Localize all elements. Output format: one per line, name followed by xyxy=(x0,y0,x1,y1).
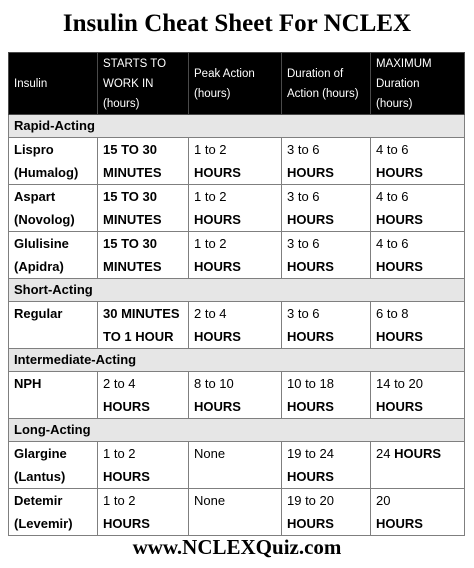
insulin-name-cell xyxy=(9,138,98,185)
cell-line xyxy=(376,465,459,488)
cell-line: 4 to 6 xyxy=(376,189,409,204)
table-body xyxy=(9,115,465,536)
cell-line: 6 to 8 xyxy=(376,306,409,321)
cell-line: 1 to 2 xyxy=(194,142,227,157)
cell-line: Aspart xyxy=(14,189,56,204)
cell-line: 1 to 2 xyxy=(194,189,227,204)
cell-line: 14 to 20 xyxy=(376,376,423,391)
cell-line: 15 TO 30 xyxy=(103,142,157,157)
table-cell xyxy=(189,185,282,232)
table-cell xyxy=(282,372,371,419)
cell-line: None xyxy=(194,446,226,461)
table-cell xyxy=(98,185,189,232)
cell-line: 4 to 6 xyxy=(376,236,409,251)
cell-line xyxy=(14,395,92,418)
cell-line: HOURS xyxy=(194,212,241,227)
table-cell xyxy=(189,302,282,349)
page-title: Insulin Cheat Sheet For NCLEX xyxy=(62,10,412,37)
cell-line: Lispro xyxy=(14,142,54,157)
cell-line: (Apidra) xyxy=(14,259,64,274)
section-row xyxy=(9,279,465,302)
insulin-name-cell xyxy=(9,442,98,489)
cell-line: (Novolog) xyxy=(14,212,75,227)
cell-line: HOURS xyxy=(376,329,423,344)
insulin-name-cell xyxy=(9,372,98,419)
header-maximum-duration xyxy=(371,53,465,115)
cell-line: 1 to 2 xyxy=(103,446,136,461)
cell-line: HOURS xyxy=(287,212,334,227)
insulin-name-cell xyxy=(9,232,98,279)
cell-line: MINUTES xyxy=(103,212,162,227)
section-heading: Short-Acting xyxy=(9,279,465,302)
header-row xyxy=(9,53,465,115)
cell-line: 1 to 2 xyxy=(194,236,227,251)
cell-line: HOURS xyxy=(376,259,423,274)
cell-line xyxy=(194,512,276,535)
cell-line: Detemir xyxy=(14,493,63,508)
table-cell xyxy=(282,232,371,279)
header-line: MAXIMUM xyxy=(376,57,432,70)
cell-line: 19 to 20 xyxy=(287,493,334,508)
table-cell xyxy=(282,185,371,232)
cell-line: 10 to 18 xyxy=(287,376,334,391)
cell-line: HOURS xyxy=(194,259,241,274)
cell-line: 8 to 10 xyxy=(194,376,234,391)
table-cell xyxy=(98,489,189,536)
cell-line: HOURS xyxy=(287,165,334,180)
cell-line: HOURS xyxy=(103,399,150,414)
cell-line: 3 to 6 xyxy=(287,306,320,321)
header-line: Peak Action xyxy=(194,67,255,80)
table-cell xyxy=(98,302,189,349)
footer-url: www.NCLEXQuiz.com xyxy=(132,535,342,559)
cell-line: (Humalog) xyxy=(14,165,79,180)
cell-line: HOURS xyxy=(194,399,241,414)
header-line: (hours) xyxy=(376,97,413,110)
insulin-name-cell xyxy=(9,489,98,536)
table-row xyxy=(9,232,465,279)
cell-line: HOURS xyxy=(376,165,423,180)
cell-line: 1 to 2 xyxy=(103,493,136,508)
cell-line: HOURS xyxy=(376,212,423,227)
cell-line: HOURS xyxy=(287,516,334,531)
table-cell xyxy=(371,442,465,489)
header-insulin xyxy=(9,53,98,115)
cell-line: 19 to 24 xyxy=(287,446,334,461)
unit-text: HOURS xyxy=(394,446,442,461)
cell-line: HOURS xyxy=(194,329,241,344)
header-line: (hours) xyxy=(103,97,140,110)
cell-line: MINUTES xyxy=(103,259,162,274)
cell-line: HOURS xyxy=(287,399,334,414)
table-row xyxy=(9,138,465,185)
table-cell xyxy=(371,232,465,279)
table-cell xyxy=(98,442,189,489)
cell-line: 2 to 4 xyxy=(194,306,227,321)
cell-line: HOURS xyxy=(376,516,423,531)
table-row xyxy=(9,489,465,536)
cell-line: MINUTES xyxy=(103,165,162,180)
cell-line: 2 to 4 xyxy=(103,376,136,391)
header-duration-of-action xyxy=(282,53,371,115)
table-cell xyxy=(189,138,282,185)
section-row xyxy=(9,115,465,138)
header-line: WORK IN xyxy=(103,77,154,90)
insulin-table xyxy=(8,52,465,536)
table-cell xyxy=(189,442,282,489)
table-row xyxy=(9,442,465,489)
cell-line: 24 HOURS xyxy=(376,446,442,461)
table-cell xyxy=(282,138,371,185)
cell-line: Glargine xyxy=(14,446,67,461)
table-cell xyxy=(98,138,189,185)
header-line: Duration of xyxy=(287,67,344,80)
table-row xyxy=(9,372,465,419)
cell-line: 3 to 6 xyxy=(287,236,320,251)
table-cell xyxy=(371,489,465,536)
cell-line xyxy=(194,465,276,488)
cell-line: 15 TO 30 xyxy=(103,236,157,251)
cell-line: 3 to 6 xyxy=(287,189,320,204)
cell-line: 30 MINUTES xyxy=(103,306,180,321)
cell-line xyxy=(14,325,92,348)
cell-line: (Levemir) xyxy=(14,516,73,531)
table-header xyxy=(9,53,465,115)
section-heading: Intermediate-Acting xyxy=(9,349,465,372)
cell-line: Glulisine xyxy=(14,236,69,251)
header-line: Action (hours) xyxy=(287,87,359,100)
section-heading: Rapid-Acting xyxy=(9,115,465,138)
cell-line: NPH xyxy=(14,376,42,391)
cell-line: 3 to 6 xyxy=(287,142,320,157)
table-cell xyxy=(371,138,465,185)
cell-line: Regular xyxy=(14,306,63,321)
cell-line: 20 xyxy=(376,493,391,508)
cell-line: HOURS xyxy=(376,399,423,414)
cell-line: HOURS xyxy=(287,259,334,274)
section-row xyxy=(9,419,465,442)
section-heading: Long-Acting xyxy=(9,419,465,442)
table-row xyxy=(9,302,465,349)
cell-line: None xyxy=(194,493,226,508)
header-line: STARTS TO xyxy=(103,57,167,70)
table-cell xyxy=(282,302,371,349)
table-cell xyxy=(189,489,282,536)
cell-line: HOURS xyxy=(287,329,334,344)
insulin-name-cell xyxy=(9,302,98,349)
cell-line: HOURS xyxy=(103,469,150,484)
header-peak-action xyxy=(189,53,282,115)
cell-line: HOURS xyxy=(194,165,241,180)
header-starts-to-work xyxy=(98,53,189,115)
cell-line: HOURS xyxy=(103,516,150,531)
cell-line: (Lantus) xyxy=(14,469,66,484)
insulin-name-cell xyxy=(9,185,98,232)
table-cell xyxy=(98,232,189,279)
table-cell xyxy=(98,372,189,419)
table-cell xyxy=(282,489,371,536)
table-cell xyxy=(189,232,282,279)
table-row xyxy=(9,185,465,232)
header-line: Insulin xyxy=(14,77,48,90)
cell-line: HOURS xyxy=(287,469,334,484)
table-cell xyxy=(282,442,371,489)
cell-line: 15 TO 30 xyxy=(103,189,157,204)
section-row xyxy=(9,349,465,372)
table-cell xyxy=(189,372,282,419)
table-cell xyxy=(371,372,465,419)
table-cell xyxy=(371,302,465,349)
table-cell xyxy=(371,185,465,232)
cell-line: 4 to 6 xyxy=(376,142,409,157)
header-line: Duration xyxy=(376,77,420,90)
cell-line: TO 1 HOUR xyxy=(103,329,174,344)
header-line: (hours) xyxy=(194,87,231,100)
